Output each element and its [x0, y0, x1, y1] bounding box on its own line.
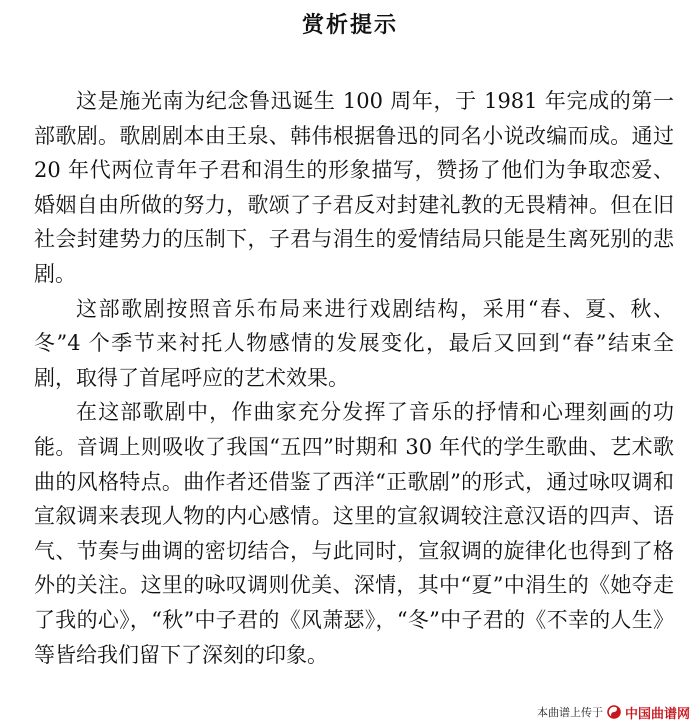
paragraph: 这是施光南为纪念鲁迅诞生 100 周年，于 1981 年完成的第一部歌剧。歌剧剧本由王泉、韩伟根据鲁迅的同名小说改编而成。通过 20 年代两位青年子君和涓生的形象描写，赞扬了他们为争取恋爱、婚姻自由所做的努力，歌颂了子君反对封建礼教的无畏精神。但在旧社会封建势力的压制下，子君与涓生的爱情结局只能是生离死别的悲剧。 [34, 89, 674, 286]
paragraph: 在这部歌剧中，作曲家充分发挥了音乐的抒情和心理刻画的功能。音调上则吸收了我国“五四”时期和 30 年代的学生歌曲、艺术歌曲的风格特点。曲作者还借鉴了西洋“正歌剧”的形式，通过咏叹调和宣叙调来表现人物的内心感情。这里的宣叙调较注意汉语的四声、语气、节奏与曲调的密切结合，与此同时，宣叙调的旋律化也得到了格外的关注。这里的咏叹调则优美、深情，其中“夏”中涓生的《她夺走了我的心》，“秋”中子君的《风萧瑟》，“冬”中子君的《不幸的人生》等皆给我们留下了深刻的印象。 [34, 400, 674, 667]
swirl-logo-icon [607, 705, 621, 719]
page-title: 赏析提示 [301, 13, 398, 38]
paragraph: 这部歌剧按照音乐布局来进行戏剧结构，采用“春、夏、秋、冬”4 个季节来衬托人物感情的发展变化，最后又回到“春”结束全剧，取得了首尾呼应的艺术效果。 [34, 296, 674, 390]
upload-note: 本曲谱上传于 [536, 706, 603, 719]
article-body [34, 84, 674, 672]
site-name: 中国曲谱网 [624, 706, 690, 722]
source-footer [537, 702, 690, 722]
